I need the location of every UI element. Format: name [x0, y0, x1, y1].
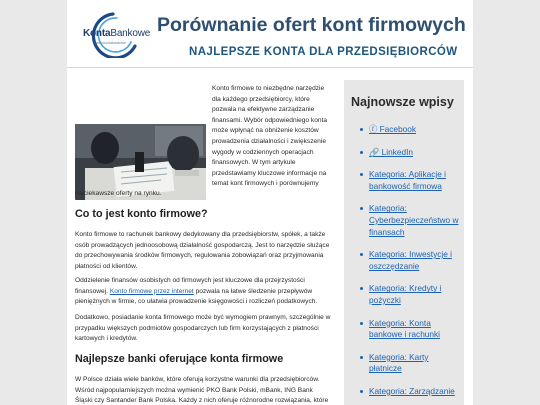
- sidebar: [344, 80, 464, 405]
- page: [67, 0, 473, 405]
- heading-best-banks: Najlepsze banki oferujące konta firmowe: [75, 353, 284, 365]
- paragraph-separation: Oddzielenie finansów osobistych od firmowych jest kluczowe dla przejrzystości finansowej. Konto firmowe przez internet pozwala na łatwe śledzenie przepływów pieniężnych w firmie, co ułatwia prowadzenie księgowości i rozliczeń podatkowych.: [75, 277, 318, 306]
- sidebar-link-apps-banking[interactable]: Kategoria: Aplikacje i bankowość firmowa: [369, 169, 461, 192]
- paragraph-banks: W Polsce działa wiele banków, które oferują korzystne warunki dla przedsiębiorców. Wśród najpopularniejszych można wymienić PKO Bank Polski, mBank, ING Bank Śląski czy Santander Bank Polska. Każdy z nich oferuje różnorodne rozwiązania, które: [75, 376, 329, 405]
- paragraph-definition: Konto firmowe to rachunek bankowy dedykowany dla przedsiębiorstw, spółek, a także osób prowadzących jednoosobową działalność gospodarczą. Jest to narzędzie służące do przechowywania środków firmowych, regulowania zobowiązań oraz przyjmowania płatności od klientów.: [75, 231, 330, 270]
- link-online-business-account[interactable]: Konto firmowe przez internet: [109, 287, 194, 295]
- sidebar-link-cybersecurity[interactable]: Kategoria: Cyberbezpieczeństwo w finansach: [369, 203, 461, 238]
- sidebar-link-management[interactable]: Kategoria: Zarządzanie: [369, 386, 461, 398]
- site-header: [67, 0, 473, 68]
- site-logo[interactable]: [73, 10, 155, 58]
- intro-paragraph: Konto firmowe to niezbędne narzędzie dla każdego przedsiębiorcy, które pozwala na efektywne zarządzanie finansami. Wybór odpowiedniego konta może wpłynąć na obniżenie kosztów prowadzenia działalności i zwiększenie wygody w codziennych operacjach finansowych. W tym artykule przedstawiamy kluczowe informacje na temat kont firmowych i porównujemy: [212, 85, 328, 188]
- sidebar-list: [369, 124, 461, 405]
- sidebar-link-credits[interactable]: Kategoria: Kredyty i pożyczki: [369, 283, 461, 306]
- site-title[interactable]: Porównanie ofert kont firmowych: [157, 14, 466, 36]
- intro-paragraph-tail: najciekawsze oferty na rynku.: [75, 190, 162, 197]
- logo-wordmark: KontaBankowe: [83, 28, 151, 39]
- logo-subtext: www.kontabankowe: [95, 41, 126, 45]
- sidebar-link-investments[interactable]: Kategoria: Inwestycje i oszczędzanie: [369, 249, 461, 272]
- sidebar-link-payment-cards[interactable]: Kategoria: Karty płatnicze: [369, 352, 461, 375]
- sidebar-title: Najnowsze wpisy: [351, 95, 454, 109]
- paragraph-legal: Dodatkowo, posiadanie konta firmowego może być wymogiem prawnym, szczególnie w przypadku większych podmiotów gospodarczych lub firm korzystających z płatności kartowych i kredytów.: [75, 314, 331, 343]
- sidebar-link-facebook[interactable]: ⓕ Facebook: [369, 124, 461, 136]
- site-tagline: NAJLEPSZE KONTA DLA PRZEDSIĘBIORCÓW: [189, 46, 458, 58]
- sidebar-link-bank-accounts[interactable]: Kategoria: Konta bankowe i rachunki: [369, 318, 461, 341]
- heading-what-is-business-account: Co to jest konto firmowe?: [75, 208, 208, 220]
- sidebar-link-linkedin[interactable]: 🔗 LinkedIn: [369, 147, 461, 159]
